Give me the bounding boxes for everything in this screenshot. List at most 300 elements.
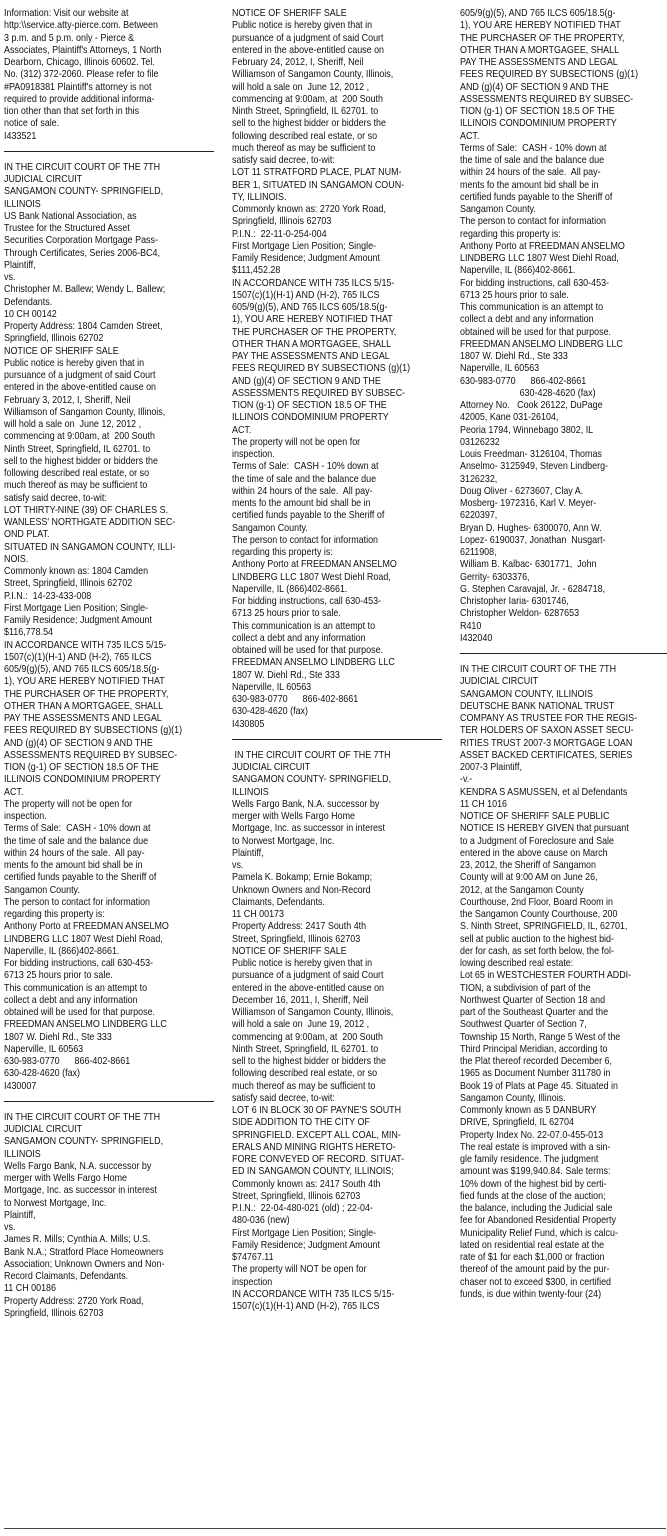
text-line: ments fo the amount bid shall be in bbox=[4, 860, 143, 871]
text-line: 10 CH 00142 bbox=[4, 308, 57, 320]
text-line: TION (g-1) OF SECTION 18.5 OF THE bbox=[4, 762, 159, 773]
text-line: Property Address: 2720 York Road, bbox=[4, 1295, 144, 1307]
text-line: Information: Visit our website at bbox=[4, 8, 129, 19]
text-line: part of the Southeast Quarter and the bbox=[460, 1007, 609, 1018]
text-line: Springfield, Illinois 62703 bbox=[4, 1307, 104, 1319]
text-line: der for cash, as set forth below, the fol- bbox=[460, 945, 614, 957]
text-line: SANGAMON COUNTY- SPRINGFIELD, bbox=[232, 774, 392, 786]
text-line: 3126232, bbox=[460, 473, 498, 485]
text-line: following described real estate, or so bbox=[4, 468, 150, 479]
text-line: TION, a subdivision of part of the bbox=[460, 982, 591, 994]
text-line: will hold a sale on June 12, 2012 , bbox=[232, 81, 370, 93]
text-line: ments fo the amount bid shall be in bbox=[232, 498, 371, 509]
text-line: $116,778.54 bbox=[4, 627, 54, 639]
text-line: entered in the above-entitled cause on bbox=[4, 382, 157, 394]
text-line: $74767.11 bbox=[232, 1252, 274, 1263]
text-line: FREEDMAN ANSELMO LINDBERG LLC bbox=[4, 1019, 167, 1031]
text-line: the time of sale and the balance due bbox=[460, 155, 605, 166]
text-line: IN ACCORDANCE WITH 735 ILCS 5/15- bbox=[232, 1288, 395, 1300]
text-line: 1807 W. Diehl Rd., Ste 333 bbox=[232, 669, 340, 681]
text-line: Property Address: 1804 Camden Street, bbox=[4, 321, 163, 332]
text-line: This communication is an attempt to bbox=[460, 302, 604, 313]
text-line: Ninth Street, Springfield, IL 62701. to bbox=[232, 106, 379, 117]
text-line: The real estate is improved with a sin- bbox=[460, 1141, 611, 1153]
text-line: Anthony Porto at FREEDMAN ANSELMO bbox=[232, 559, 397, 571]
text-line: Claimants, Defendants. bbox=[232, 896, 325, 908]
text-line: entered in the above-entitled cause on bbox=[232, 44, 385, 56]
text-line: to a Judgment of Foreclosure and Sale bbox=[460, 835, 614, 847]
text-line: Christopher M. Ballew; Wendy L. Ballew; bbox=[4, 284, 166, 296]
text-line: fee for Abandoned Residential Property bbox=[460, 1215, 616, 1227]
text-line: Anthony Porto at FREEDMAN ANSELMO bbox=[4, 921, 169, 933]
text-line: Williamson of Sangamon County, Illinois, bbox=[232, 1007, 394, 1018]
text-line: 3 p.m. and 5 p.m. only - Pierce & bbox=[4, 32, 135, 44]
text-line: 11 CH 00173 bbox=[232, 909, 285, 920]
text-line: amount was $199,940.84. Sale terms: bbox=[460, 1166, 611, 1178]
text-line: 6713 25 hours prior to sale. bbox=[232, 608, 341, 620]
text-line: Through Certificates, Series 2006-BC4, bbox=[4, 247, 160, 259]
text-line: Commonly known as: 2720 York Road, bbox=[232, 204, 386, 215]
text-line: Commonly known as 5 DANBURY bbox=[460, 1105, 597, 1116]
text-line: to Norwest Mortgage, Inc. bbox=[232, 835, 335, 847]
text-line: Gerrity- 6303376, bbox=[460, 571, 530, 583]
text-line: Book 19 of Plats at Page 45. Situated in bbox=[460, 1080, 618, 1092]
text-line: FORE CONVEYED OF RECORD. SITUAT- bbox=[232, 1154, 405, 1165]
text-line: Third Principal Meridian, according to bbox=[460, 1043, 608, 1055]
text-line: P.I.N.: 22-04-480-021 (old) ; 22-04- bbox=[232, 1203, 373, 1214]
text-line: IN THE CIRCUIT COURT OF THE 7TH bbox=[460, 664, 617, 675]
text-line: regarding this property is: bbox=[4, 909, 105, 920]
text-line: FREEDMAN ANSELMO LINDBERG LLC bbox=[460, 338, 623, 350]
text-line: much thereof as may be sufficient to bbox=[232, 1080, 376, 1092]
text-line: Plaintiff, bbox=[4, 259, 36, 271]
text-line: Township 15 North, Range 5 West of the bbox=[460, 1031, 621, 1043]
text-line: Williamson of Sangamon County, Illinois, bbox=[232, 69, 394, 81]
text-line: G. Stephen Caravajal, Jr. - 6284718, bbox=[460, 583, 606, 595]
text-line: 2007-3 Plaintiff, bbox=[460, 762, 522, 773]
text-line: notice of sale. bbox=[4, 118, 60, 130]
text-line: SITUATED IN SANGAMON COUNTY, ILLI- bbox=[4, 541, 176, 553]
text-line: FEES REQUIRED BY SUBSECTIONS (g)(1) bbox=[460, 69, 639, 81]
text-line: Christopher Weldon- 6287653 bbox=[460, 608, 580, 620]
text-line: Doug Oliver - 6273607, Clay A. bbox=[460, 485, 584, 497]
text-line: Mortgage, Inc. as successor in interest bbox=[4, 1185, 157, 1197]
text-line: PAY THE ASSESSMENTS AND LEGAL bbox=[4, 713, 162, 724]
text-line: LOT THIRTY-NINE (39) OF CHARLES S. bbox=[4, 504, 169, 516]
text-line: LINDBERG LLC 1807 West Diehl Road, bbox=[460, 253, 619, 264]
text-line: certified funds payable to the Sheriff of bbox=[460, 191, 613, 203]
text-line: Sangamon County. bbox=[460, 204, 536, 215]
notice-ballew bbox=[4, 162, 214, 1093]
text-line: Defendants. bbox=[4, 296, 53, 308]
text-line: SANGAMON COUNTY- SPRINGFIELD, bbox=[4, 1136, 164, 1148]
text-line: ERALS AND MINING RIGHTS HERETO- bbox=[232, 1141, 396, 1153]
text-line: Southwest Quarter of Section 7, bbox=[460, 1019, 587, 1031]
text-line: much thereof as may be sufficient to bbox=[232, 142, 376, 154]
text-line: the Plat thereof recorded December 6, bbox=[460, 1056, 613, 1067]
text-line: commencing at 9:00am, at 200 South bbox=[232, 93, 384, 105]
text-line: pursuance of a judgment of said Court bbox=[232, 32, 384, 44]
text-line: The person to contact for information bbox=[232, 534, 379, 546]
text-line: pursuance of a judgment of said Court bbox=[4, 370, 156, 381]
text-line: TER HOLDERS OF SAXON ASSET SECU- bbox=[460, 725, 634, 737]
text-line: Naperville, IL (866)402-8661. bbox=[4, 945, 120, 957]
text-line: #PA0918381 Plaintiff's attorney is not bbox=[4, 81, 152, 93]
text-line: AND (g)(4) OF SECTION 9 AND THE bbox=[4, 737, 153, 749]
text-line: OTHER THAN A MORTGAGEE, SHALL bbox=[232, 338, 392, 350]
text-line: collect a debt and any information bbox=[460, 314, 594, 326]
text-line: TION (g-1) OF SECTION 18.5 OF THE bbox=[460, 106, 615, 117]
text-line: satisfy said decree, to-wit: bbox=[232, 155, 335, 166]
text-line: Naperville, IL 60563 bbox=[4, 1043, 84, 1055]
text-line: 1507(c)(1)(H-1) AND (H-2), 765 ILCS bbox=[4, 651, 152, 663]
text-line: WANLESS' NORTHGATE ADDITION SEC- bbox=[4, 517, 176, 528]
text-line: Dearborn, Chicago, Illinois 60602. Tel. bbox=[4, 57, 155, 68]
text-line: Terms of Sale: CASH - 10% down at bbox=[4, 823, 151, 835]
text-line: THE PURCHASER OF THE PROPERTY, bbox=[232, 326, 397, 338]
text-line: Williamson of Sangamon County, Illinois, bbox=[4, 406, 166, 418]
text-line: Lot 65 in WESTCHESTER FOURTH ADDI- bbox=[460, 970, 632, 982]
text-line: will hold a sale on June 12, 2012 , bbox=[4, 419, 142, 430]
text-line: For bidding instructions, call 630-453- bbox=[4, 958, 154, 969]
text-line: Street, Springfield, Illinois 62703 bbox=[232, 933, 361, 945]
text-line: 11 CH 1016 bbox=[460, 798, 508, 810]
text-line: Property Address: 2417 South 4th bbox=[232, 921, 367, 933]
text-line: within 24 hours of the sale. All pay- bbox=[232, 485, 373, 497]
text-line: ILLINOIS CONDOMINIUM PROPERTY bbox=[232, 412, 389, 424]
text-line: 605/9(g)(5), AND 765 ILCS 605/18.5(g- bbox=[460, 8, 616, 19]
text-line: IN THE CIRCUIT COURT OF THE 7TH bbox=[232, 749, 391, 761]
text-line: FEES REQUIRED BY SUBSECTIONS (g)(1) bbox=[4, 725, 183, 737]
text-line: Louis Freedman- 3126104, Thomas bbox=[460, 449, 602, 460]
text-line: Anselmo- 3125949, Steven Lindberg- bbox=[460, 461, 609, 473]
text-line: collect a debt and any information bbox=[4, 994, 138, 1006]
text-line: SANGAMON COUNTY, ILLINOIS bbox=[460, 688, 593, 700]
text-line: For bidding instructions, call 630-453- bbox=[460, 277, 610, 289]
text-line: I433521 bbox=[4, 130, 37, 142]
text-line: sell to the highest bidder or bidders the bbox=[4, 455, 158, 467]
text-line: 1507(c)(1)(H-1) AND (H-2), 765 ILCS bbox=[232, 289, 380, 301]
text-line: tion other than that set forth in this bbox=[4, 106, 140, 117]
text-line: -v.- bbox=[460, 774, 473, 786]
text-line: sell at public auction to the highest bid- bbox=[460, 933, 614, 945]
text-line: Street, Springfield, Illinois 62703 bbox=[232, 1190, 361, 1202]
text-line: following described real estate, or so bbox=[232, 1068, 378, 1080]
text-line: Naperville, IL (866)402-8661. bbox=[232, 583, 348, 595]
text-line: AND (g)(4) OF SECTION 9 AND THE bbox=[460, 81, 609, 93]
text-line: December 16, 2011, I, Sheriff, Neil bbox=[232, 994, 369, 1006]
text-line: IN ACCORDANCE WITH 735 ILCS 5/15- bbox=[4, 639, 167, 651]
text-line: IN THE CIRCUIT COURT OF THE 7TH bbox=[4, 1111, 161, 1123]
text-line: the time of sale and the balance due bbox=[4, 835, 149, 847]
page-bottom-rule bbox=[4, 1528, 666, 1529]
text-line: 630-428-4620 (fax) bbox=[460, 387, 596, 399]
text-line: FREEDMAN ANSELMO LINDBERG LLC bbox=[232, 657, 395, 669]
text-line: P.I.N.: 14-23-433-008 bbox=[4, 590, 92, 602]
text-line: 6713 25 hours prior to sale. bbox=[460, 289, 569, 301]
text-line: SIDE ADDITION TO THE CITY OF bbox=[232, 1117, 370, 1129]
text-line: inspection. bbox=[4, 811, 47, 822]
text-line: Family Residence; Judgment Amount bbox=[232, 1239, 381, 1251]
text-line: Plaintiff, bbox=[232, 847, 264, 859]
text-line: Springfield, Illinois 62702 bbox=[4, 333, 104, 345]
text-line: Family Residence; Judgment Amount bbox=[4, 615, 153, 626]
text-line: Bank N.A.; Stratford Place Homeowners bbox=[4, 1246, 164, 1258]
text-line: ACT. bbox=[232, 424, 252, 436]
text-line: IN THE CIRCUIT COURT OF THE 7TH bbox=[4, 161, 161, 173]
text-line: funds, is due within twenty-four (24) bbox=[460, 1288, 602, 1300]
text-line: Mortgage, Inc. as successor in interest bbox=[232, 823, 385, 835]
text-line: LOT 11 STRATFORD PLACE, PLAT NUM- bbox=[232, 167, 402, 179]
text-line: IN ACCORDANCE WITH 735 ILCS 5/15- bbox=[232, 277, 395, 289]
text-line: Public notice is hereby given that in bbox=[4, 357, 145, 369]
text-line: I430007 bbox=[4, 1080, 37, 1092]
text-line: obtained will be used for that purpose. bbox=[232, 645, 384, 656]
text-line: 6211908, bbox=[460, 547, 497, 558]
text-line: Property Index No. 22-07.0-455-013 bbox=[460, 1129, 604, 1141]
text-line: Ninth Street, Springfield, IL 62701. to bbox=[4, 443, 151, 455]
text-line: Springfield, Illinois 62703 bbox=[232, 216, 332, 228]
text-line: THE PURCHASER OF THE PROPERTY, bbox=[4, 688, 169, 700]
text-line: ASSESSMENTS REQUIRED BY SUBSEC- bbox=[4, 749, 178, 761]
text-line: commencing at 9:00am, at 200 South bbox=[4, 431, 156, 443]
text-line: Wells Fargo Bank, N.A. successor by bbox=[232, 798, 380, 810]
notice-mills-continued bbox=[232, 8, 442, 731]
text-line: 1807 W. Diehl Rd., Ste 333 bbox=[4, 1031, 112, 1043]
text-line: 23, 2012, the Sheriff of Sangamon bbox=[460, 860, 596, 871]
text-line: 6713 25 hours prior to sale. bbox=[4, 970, 113, 982]
notice-bokamp-continued bbox=[460, 8, 667, 645]
text-line: I430805 bbox=[232, 718, 265, 730]
text-line: R410 bbox=[460, 620, 482, 632]
text-line: LINDBERG LLC 1807 West Diehl Road, bbox=[232, 571, 391, 583]
text-line: The property will not be open for bbox=[232, 436, 361, 448]
text-line: OTHER THAN A MORTGAGEE, SHALL bbox=[4, 700, 164, 712]
text-line: 6220397, bbox=[460, 510, 498, 522]
text-line: Plaintiff, bbox=[4, 1209, 36, 1221]
text-line: Public notice is hereby given that in bbox=[232, 20, 373, 32]
text-line: OND PLAT. bbox=[4, 529, 50, 541]
text-line: LOT 6 IN BLOCK 30 OF PAYNE'S SOUTH bbox=[232, 1105, 402, 1116]
text-line: thereof of the amount paid by the pur- bbox=[460, 1264, 610, 1276]
text-line: ASSESSMENTS REQUIRED BY SUBSEC- bbox=[232, 387, 406, 399]
text-line: February 24, 2012, I, Sheriff, Neil bbox=[232, 57, 364, 68]
text-line: The property will NOT be open for bbox=[232, 1264, 367, 1276]
column-2 bbox=[232, 8, 442, 1536]
text-line: gle family residence. The judgment bbox=[460, 1154, 599, 1165]
text-line: NOTICE IS HEREBY GIVEN that pursuant bbox=[460, 823, 629, 835]
text-line: NOTICE OF SHERIFF SALE bbox=[232, 8, 347, 19]
text-line: Commonly known as: 1804 Camden bbox=[4, 566, 149, 577]
text-line: FEES REQUIRED BY SUBSECTIONS (g)(1) bbox=[232, 363, 411, 375]
text-line: TY, ILLINOIS. bbox=[232, 191, 287, 203]
text-line: http:\\service.atty-pierce.com. Between bbox=[4, 20, 158, 32]
text-line: Peoria 1794, Winnebago 3802, IL bbox=[460, 424, 594, 436]
text-line: the Sangamon County Courthouse, 200 bbox=[460, 909, 618, 920]
text-line: P.I.N.: 22-11-0-254-004 bbox=[232, 228, 327, 240]
text-line: commencing at 9:00am, at 200 South bbox=[232, 1031, 384, 1043]
text-line: 1), YOU ARE HEREBY NOTIFIED THAT bbox=[232, 314, 393, 326]
text-line: within 24 hours of the sale. All pay- bbox=[460, 167, 601, 179]
text-line: obtained will be used for that purpose. bbox=[4, 1007, 156, 1018]
text-line: 2012, at the Sangamon County bbox=[460, 884, 584, 896]
text-line: 1), YOU ARE HEREBY NOTIFIED THAT bbox=[460, 20, 621, 32]
text-line: Sangamon County, Illinois. bbox=[460, 1092, 566, 1104]
text-line: Northwest Quarter of Section 18 and bbox=[460, 994, 606, 1006]
text-line: ILLINOIS bbox=[232, 786, 269, 798]
text-line: ILLINOIS CONDOMINIUM PROPERTY bbox=[460, 118, 617, 130]
text-line: certified funds payable to the Sheriff of bbox=[232, 510, 385, 522]
text-line: 630-983-0770 866-402-8661 bbox=[4, 1056, 131, 1067]
text-line: S. Ninth Street, SPRINGFIELD, IL, 62701, bbox=[460, 921, 628, 933]
text-line: NOTICE OF SHERIFF SALE bbox=[4, 345, 119, 357]
text-line: JUDICIAL CIRCUIT bbox=[4, 174, 83, 185]
text-line: sell to the highest bidder or bidders the bbox=[232, 1056, 386, 1067]
text-line: 605/9(g)(5), AND 765 ILCS 605/18.5(g- bbox=[4, 664, 160, 675]
text-line: For bidding instructions, call 630-453- bbox=[232, 596, 382, 607]
text-line: ments fo the amount bid shall be in bbox=[460, 179, 599, 191]
text-line: RITIES TRUST 2007-3 MORTGAGE LOAN bbox=[460, 737, 633, 749]
text-line: 605/9(g)(5), AND 765 ILCS 605/18.5(g- bbox=[232, 302, 388, 313]
notice-divider bbox=[4, 1101, 214, 1102]
text-line: Attorney No. Cook 26122, DuPage bbox=[460, 400, 603, 411]
text-line: PAY THE ASSESSMENTS AND LEGAL bbox=[232, 351, 390, 362]
text-line: lated on residential real estate at the bbox=[460, 1239, 605, 1251]
text-line: NOTICE OF SHERIFF SALE PUBLIC bbox=[460, 811, 610, 822]
text-line: Anthony Porto at FREEDMAN ANSELMO bbox=[460, 240, 625, 252]
text-line: SPRINGFIELD. EXCEPT ALL COAL, MIN- bbox=[232, 1129, 401, 1141]
text-line: TION (g-1) OF SECTION 18.5 OF THE bbox=[232, 400, 387, 411]
text-line: Sangamon County. bbox=[232, 522, 308, 534]
notice-divider bbox=[232, 739, 442, 740]
text-line: rate of $1 for each $1,000 or fraction bbox=[460, 1252, 605, 1263]
text-line: entered in the above-entitled cause on bbox=[232, 982, 385, 994]
text-line: I432040 bbox=[460, 632, 493, 644]
text-line: merger with Wells Fargo Home bbox=[232, 811, 355, 822]
text-line: 03126232 bbox=[460, 436, 500, 448]
text-line: 630-983-0770 866-402-8661 bbox=[460, 375, 587, 387]
text-line: Family Residence; Judgment Amount bbox=[232, 253, 381, 264]
text-line: 1807 W. Diehl Rd., Ste 333 bbox=[460, 351, 568, 362]
text-line: fied funds at the close of the auction; bbox=[460, 1190, 606, 1202]
text-line: 480-036 (new) bbox=[232, 1215, 290, 1227]
text-line: The person to contact for information bbox=[4, 896, 151, 908]
text-line: February 3, 2012, I, Sheriff, Neil bbox=[4, 394, 131, 406]
notice-column1-top bbox=[4, 8, 214, 143]
text-line: certified funds payable to the Sheriff of bbox=[4, 872, 157, 884]
text-line: Lopez- 6190037, Jonathan Nusgart- bbox=[460, 534, 606, 546]
text-line: merger with Wells Fargo Home bbox=[4, 1173, 127, 1184]
text-line: 11 CH 00186 bbox=[4, 1283, 57, 1295]
text-line: NOTICE OF SHERIFF SALE bbox=[232, 945, 347, 957]
text-line: vs. bbox=[4, 272, 16, 283]
text-line: regarding this property is: bbox=[232, 547, 333, 558]
text-line: ASSET BACKED CERTIFICATES, SERIES bbox=[460, 749, 633, 761]
text-line: Naperville, IL 60563 bbox=[232, 681, 312, 693]
text-line: Record Claimants, Defendants. bbox=[4, 1271, 129, 1282]
text-line: 1), YOU ARE HEREBY NOTIFIED THAT bbox=[4, 676, 165, 688]
text-line: Naperville, IL (866)402-8661. bbox=[460, 265, 576, 277]
text-line: Sangamon County. bbox=[4, 884, 80, 896]
text-line: Pamela K. Bokamp; Ernie Bokamp; bbox=[232, 872, 373, 884]
text-line: JUDICIAL CIRCUIT bbox=[4, 1124, 83, 1135]
text-line: ILLINOIS CONDOMINIUM PROPERTY bbox=[4, 774, 161, 786]
text-line: Trustee for the Structured Asset bbox=[4, 223, 130, 234]
text-line: SANGAMON COUNTY- SPRINGFIELD, bbox=[4, 186, 164, 198]
column-3 bbox=[460, 8, 667, 1536]
text-line: PAY THE ASSESSMENTS AND LEGAL bbox=[460, 57, 618, 68]
text-line: $111,452.28 bbox=[232, 265, 281, 277]
text-line: Ninth Street, Springfield, IL 62701. to bbox=[232, 1043, 379, 1055]
notice-bokamp bbox=[232, 750, 442, 1314]
text-line: Terms of Sale: CASH - 10% down at bbox=[232, 461, 379, 473]
text-line: COMPANY AS TRUSTEE FOR THE REGIS- bbox=[460, 713, 638, 724]
text-line: Wells Fargo Bank, N.A. successor by bbox=[4, 1160, 152, 1172]
text-line: JUDICIAL CIRCUIT bbox=[460, 676, 539, 688]
text-line: inspection bbox=[232, 1276, 273, 1288]
text-line: First Mortgage Lien Position; Single- bbox=[232, 240, 377, 252]
text-line: ASSESSMENTS REQUIRED BY SUBSEC- bbox=[460, 93, 634, 105]
text-line: obtained will be used for that purpose. bbox=[460, 326, 612, 338]
text-line: to Norwest Mortgage, Inc. bbox=[4, 1197, 107, 1209]
text-line: satisfy said decree, to-wit: bbox=[232, 1092, 335, 1104]
text-line: First Mortgage Lien Position; Single- bbox=[4, 602, 149, 614]
notice-divider bbox=[460, 653, 667, 654]
text-line: 630-983-0770 866-402-8661 bbox=[232, 694, 359, 705]
text-line: OTHER THAN A MORTGAGEE, SHALL bbox=[460, 44, 620, 56]
notice-divider bbox=[4, 151, 214, 152]
text-line: the time of sale and the balance due bbox=[232, 473, 377, 485]
text-line: required to provide additional informa- bbox=[4, 93, 155, 105]
text-line: Unknown Owners and Non-Record bbox=[232, 884, 371, 896]
text-line: DRIVE, Springfield, IL 62704 bbox=[460, 1117, 574, 1129]
text-line: Courthouse, 2nd Floor, Board Room in bbox=[460, 896, 613, 908]
text-line: KENDRA S ASMUSSEN, et al Defendants bbox=[460, 786, 628, 798]
text-line: Naperville, IL 60563 bbox=[460, 363, 540, 375]
text-line: James R. Mills; Cynthia A. Mills; U.S. bbox=[4, 1234, 151, 1246]
text-line: AND (g)(4) OF SECTION 9 AND THE bbox=[232, 375, 381, 387]
text-line: sell to the highest bidder or bidders the bbox=[232, 118, 386, 130]
text-line: 10% down of the highest bid by certi- bbox=[460, 1178, 607, 1190]
text-line: 1965 as Document Number 311780 in bbox=[460, 1068, 611, 1080]
text-line: US Bank National Association, as bbox=[4, 210, 137, 222]
text-line: 630-428-4620 (fax) bbox=[232, 706, 309, 718]
text-line: Bryan D. Hughes- 6300070, Ann W. bbox=[460, 522, 602, 534]
text-line: NOIS. bbox=[4, 553, 29, 565]
text-line: vs. bbox=[232, 860, 244, 871]
text-line: satisfy said decree, to-wit: bbox=[4, 492, 107, 504]
notice-asmussen bbox=[460, 664, 667, 1301]
text-line: vs. bbox=[4, 1222, 16, 1233]
text-line: The person to contact for information bbox=[460, 216, 607, 228]
text-line: BER 1, SITUATED IN SANGAMON COUN- bbox=[232, 179, 405, 191]
text-line: within 24 hours of the sale. All pay- bbox=[4, 847, 145, 859]
text-line: chaser not to exceed $300, in certified bbox=[460, 1276, 612, 1288]
text-line: regarding this property is: bbox=[460, 228, 561, 240]
text-line: much thereof as may be sufficient to bbox=[4, 480, 148, 492]
text-line: the balance, including the Judicial sale bbox=[460, 1203, 613, 1214]
text-line: ACT. bbox=[460, 130, 480, 142]
notice-mills bbox=[4, 1112, 214, 1320]
text-line: pursuance of a judgment of said Court bbox=[232, 970, 384, 982]
text-line: Commonly known as: 2417 South 4th bbox=[232, 1178, 381, 1190]
text-line: ILLINOIS bbox=[4, 1148, 41, 1160]
text-line: collect a debt and any information bbox=[232, 632, 366, 644]
text-line: William B. Kalbac- 6301771, John bbox=[460, 559, 597, 571]
text-line: Association; Unknown Owners and Non- bbox=[4, 1258, 165, 1270]
text-line: This communication is an attempt to bbox=[232, 620, 376, 632]
text-line: lowing described real estate: bbox=[460, 958, 574, 969]
